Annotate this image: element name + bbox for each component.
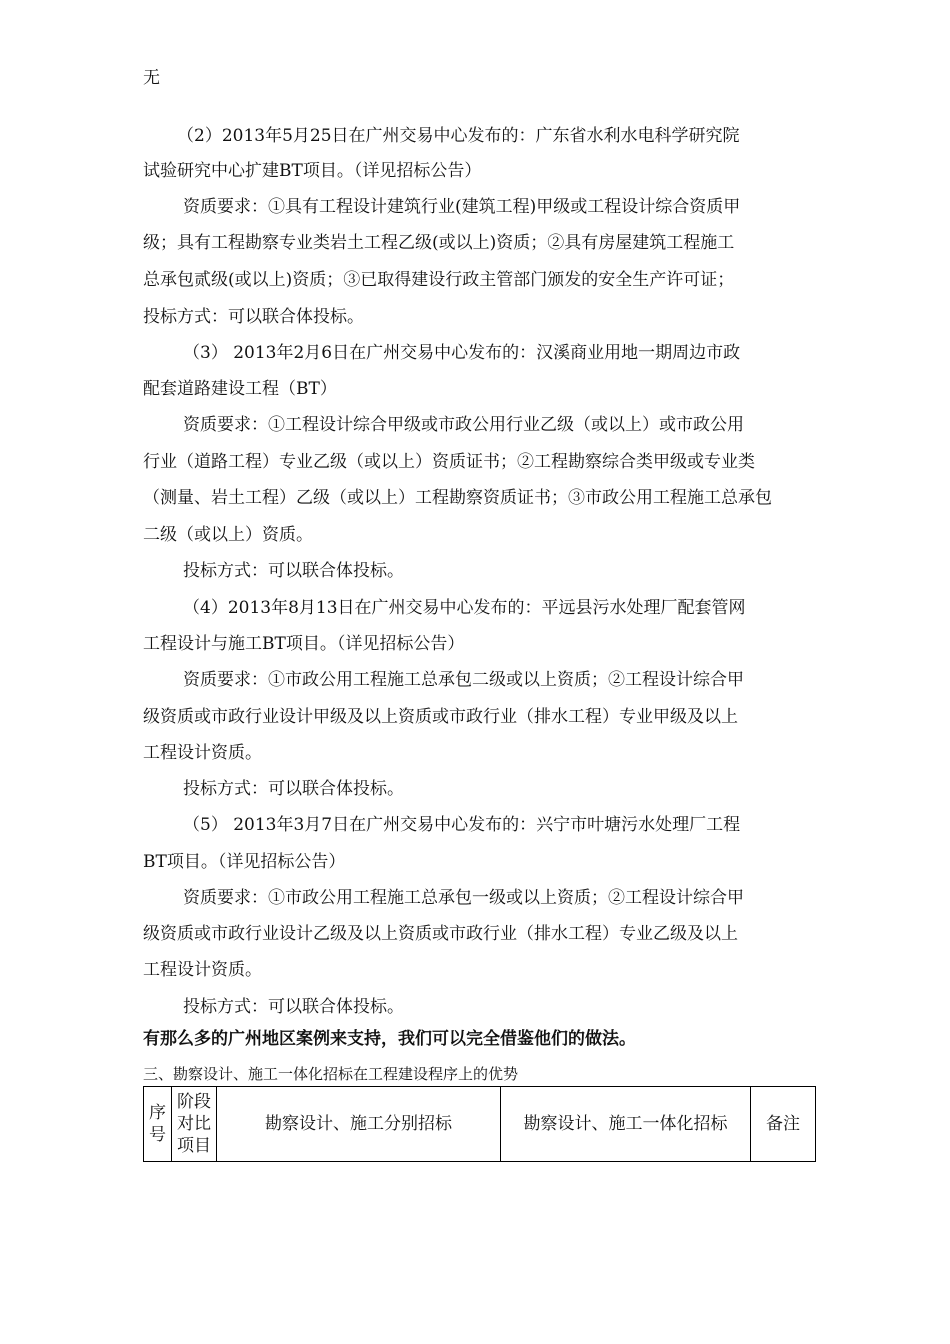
item-5-requirements-line-3: 工程设计资质。 [143,960,262,980]
item-4-requirements-line-2: 级资质或市政行业设计甲级及以上资质或市政行业（排水工程）专业甲级及以上 [143,707,738,727]
item-2-requirements-line-1: 资质要求：①具有工程设计建筑行业(建筑工程)甲级或工程设计综合资质甲 [183,197,741,217]
text-line: 无 [143,68,160,88]
item-3-requirements-line-2: 行业（道路工程）专业乙级（或以上）资质证书；②工程勘察综合类甲级或专业类 [143,452,755,472]
item-3-requirements-line-1: 资质要求：①工程设计综合甲级或市政公用行业乙级（或以上）或市政公用 [183,415,744,435]
header-cell-stage: 阶段对比项目 [172,1087,217,1162]
item-5-heading-line-1: （5） 2013年3月7日在广州交易中心发布的：兴宁市叶塘污水处理厂工程 [183,815,741,835]
item-4-heading-line-1: （4）2013年8月13日在广州交易中心发布的：平远县污水处理厂配套管网 [183,598,746,618]
conclusion-text: 有那么多的广州地区案例来支持，我们可以完全借鉴他们的做法。 [143,1029,636,1049]
item-2-heading-line-2: 试验研究中心扩建BT项目。（详见招标公告） [143,161,482,181]
item-3-requirements-line-4: 二级（或以上）资质。 [143,525,313,545]
item-4-requirements-line-3: 工程设计资质。 [143,743,262,763]
header-cell-separate-bidding: 勘察设计、施工分别招标 [217,1087,501,1162]
item-5-requirements-line-2: 级资质或市政行业设计乙级及以上资质或市政行业（排水工程）专业乙级及以上 [143,924,738,944]
item-5-bid-method: 投标方式：可以联合体投标。 [183,997,404,1017]
item-2-requirements-line-3: 总承包贰级(或以上)资质；③已取得建设行政主管部门颁发的安全生产许可证； [143,270,735,290]
item-4-heading-line-2: 工程设计与施工BT项目。（详见招标公告） [143,634,465,654]
item-2-requirements-line-2: 级；具有工程勘察专业类岩土工程乙级(或以上)资质；②具有房屋建筑工程施工 [143,233,735,253]
item-4-bid-method: 投标方式：可以联合体投标。 [183,779,404,799]
item-5-heading-line-2: BT项目。（详见招标公告） [143,852,346,872]
header-cell-no: 序号 [144,1087,172,1162]
item-3-heading-line-2: 配套道路建设工程（BT） [143,379,337,399]
item-2-bid-method: 投标方式：可以联合体投标。 [143,307,364,327]
header-cell-integrated-bidding: 勘察设计、施工一体化招标 [501,1087,751,1162]
item-2-heading-line-1: （2）2013年5月25日在广州交易中心发布的：广东省水利水电科学研究院 [177,126,740,146]
header-cell-remark: 备注 [751,1087,816,1162]
comparison-table [143,1086,816,1162]
item-3-requirements-line-3: （测量、岩土工程）乙级（或以上）工程勘察资质证书；③市政公用工程施工总承包 [143,488,772,508]
item-4-requirements-line-1: 资质要求：①市政公用工程施工总承包二级或以上资质；②工程设计综合甲 [183,670,744,690]
item-3-bid-method: 投标方式：可以联合体投标。 [183,561,404,581]
section-heading: 三、勘察设计、施工一体化招标在工程建设程序上的优势 [143,1065,519,1083]
item-3-heading-line-1: （3） 2013年2月6日在广州交易中心发布的：汉溪商业用地一期周边市政 [183,343,741,363]
item-5-requirements-line-1: 资质要求：①市政公用工程施工总承包一级或以上资质；②工程设计综合甲 [183,888,744,908]
table-header-row [144,1087,816,1162]
